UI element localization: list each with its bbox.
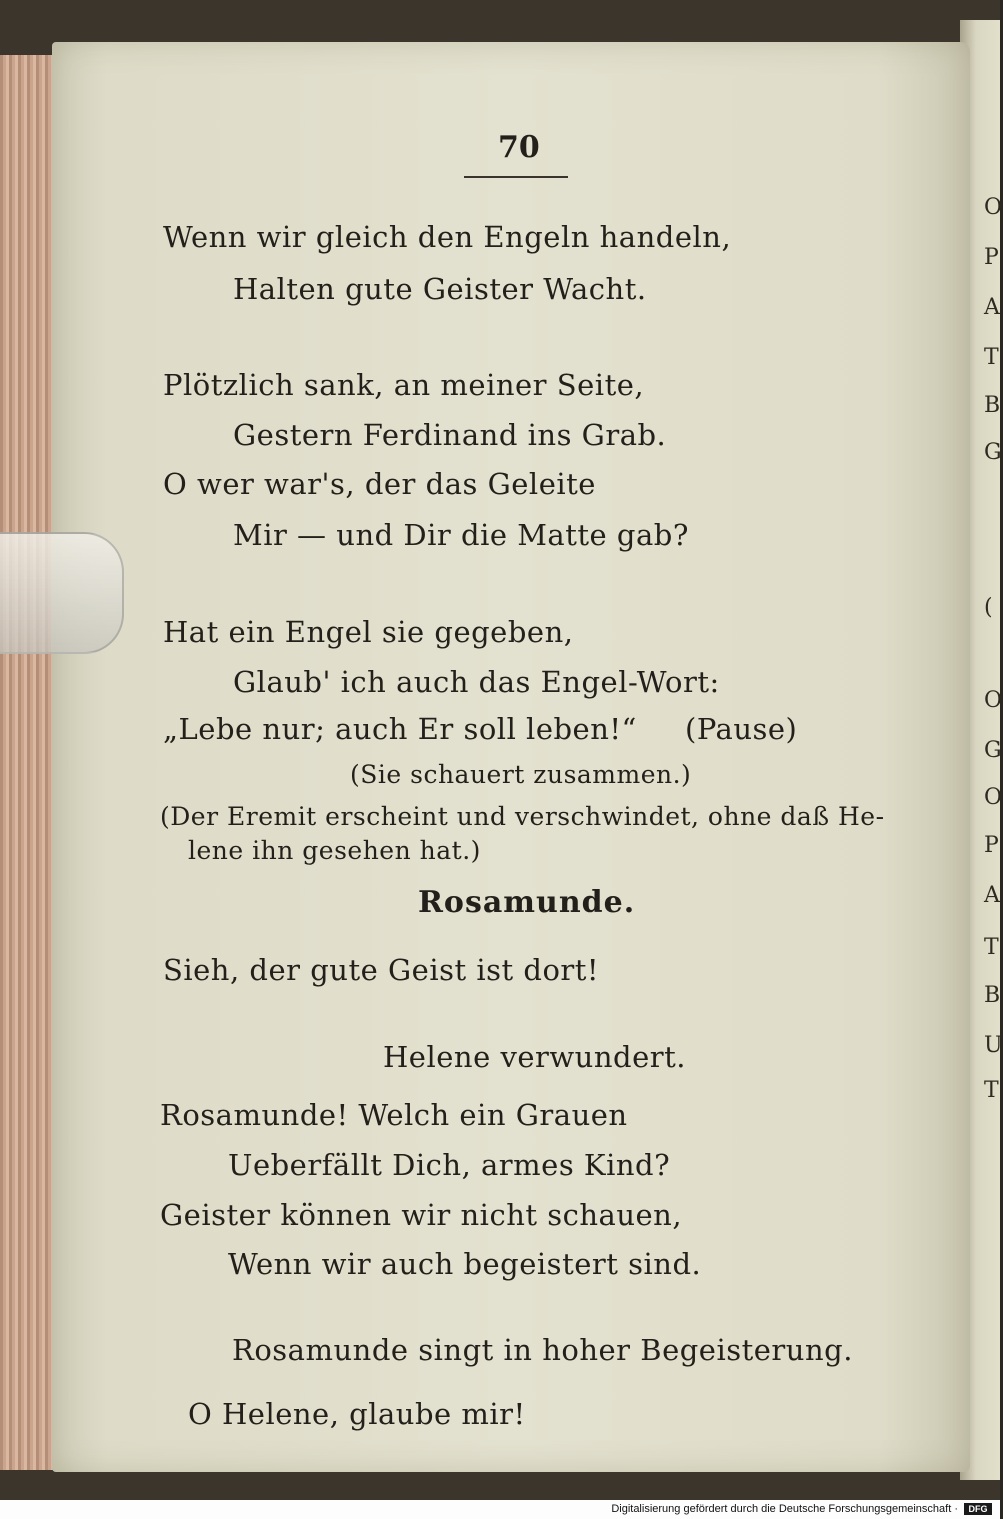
verse-line: Gestern Ferdinand ins Grab. bbox=[233, 418, 667, 452]
facing-page-glyph: G bbox=[984, 440, 1002, 465]
verse-line: „Lebe nur; auch Er soll leben!“ bbox=[163, 712, 637, 746]
facing-page-glyph: T bbox=[984, 935, 999, 960]
facing-page-glyph: U bbox=[984, 1033, 1003, 1058]
page-edges bbox=[0, 55, 60, 1470]
facing-page-glyph: G bbox=[984, 738, 1002, 763]
verse-line: Glaub' ich auch das Engel-Wort: bbox=[233, 665, 720, 699]
verse-line: Plötzlich sank, an meiner Seite, bbox=[163, 368, 645, 402]
verse-line: Sieh, der gute Geist ist dort! bbox=[163, 953, 600, 987]
verse-line: Halten gute Geister Wacht. bbox=[233, 272, 647, 306]
facing-page-glyph: ( bbox=[984, 595, 993, 620]
facing-page-glyph: O bbox=[984, 195, 1003, 220]
verse-line: Geister können wir nicht schauen, bbox=[160, 1198, 683, 1232]
verse-line: O wer war's, der das Geleite bbox=[163, 467, 596, 501]
facing-page-glyph: B bbox=[984, 983, 1001, 1008]
speaker-name: Helene verwundert. bbox=[383, 1040, 686, 1074]
stage-direction-pause: (Pause) bbox=[685, 712, 798, 746]
stage-direction: lene ihn gesehen hat.) bbox=[188, 836, 481, 865]
facing-page-glyph: A bbox=[984, 883, 1000, 908]
stage-direction: (Der Eremit erscheint und verschwindet, ohne daß He- bbox=[160, 802, 885, 831]
verse-line: Rosamunde! Welch ein Grauen bbox=[160, 1098, 628, 1132]
speaker-name: Rosamunde. bbox=[418, 885, 636, 920]
speaker-name: Rosamunde singt in hoher Begeisterung. bbox=[232, 1333, 853, 1367]
verse-line: Wenn wir auch begeistert sind. bbox=[228, 1247, 702, 1281]
verse-line: Ueberfällt Dich, armes Kind? bbox=[228, 1148, 671, 1182]
facing-page-glyph: T bbox=[984, 1078, 999, 1103]
page-number-rule bbox=[464, 176, 568, 178]
facing-page-glyph: A bbox=[984, 295, 1000, 320]
verse-line: Hat ein Engel sie gegeben, bbox=[163, 615, 574, 649]
page-number: 70 bbox=[498, 130, 540, 165]
stage-direction: (Sie schauert zusammen.) bbox=[350, 760, 692, 789]
funding-credit: Digitalisierung gefördert durch die Deutsche Forschungsgemeinschaft · bbox=[611, 1503, 958, 1515]
facing-page-glyph: O bbox=[984, 688, 1003, 713]
verse-line: Mir — und Dir die Matte gab? bbox=[233, 518, 689, 552]
facing-page-glyph: P bbox=[984, 833, 999, 858]
footer-bar bbox=[0, 1500, 1000, 1519]
facing-page-glyph: O bbox=[984, 785, 1003, 810]
facing-page-glyph: T bbox=[984, 345, 999, 370]
verse-line: Wenn wir gleich den Engeln handeln, bbox=[163, 220, 732, 254]
facing-page-glyph: P bbox=[984, 245, 999, 270]
dfg-logo: DFG bbox=[964, 1503, 992, 1515]
facing-page-glyph: B bbox=[984, 393, 1001, 418]
bookmark-tab bbox=[0, 532, 124, 654]
verse-line: O Helene, glaube mir! bbox=[188, 1397, 526, 1431]
